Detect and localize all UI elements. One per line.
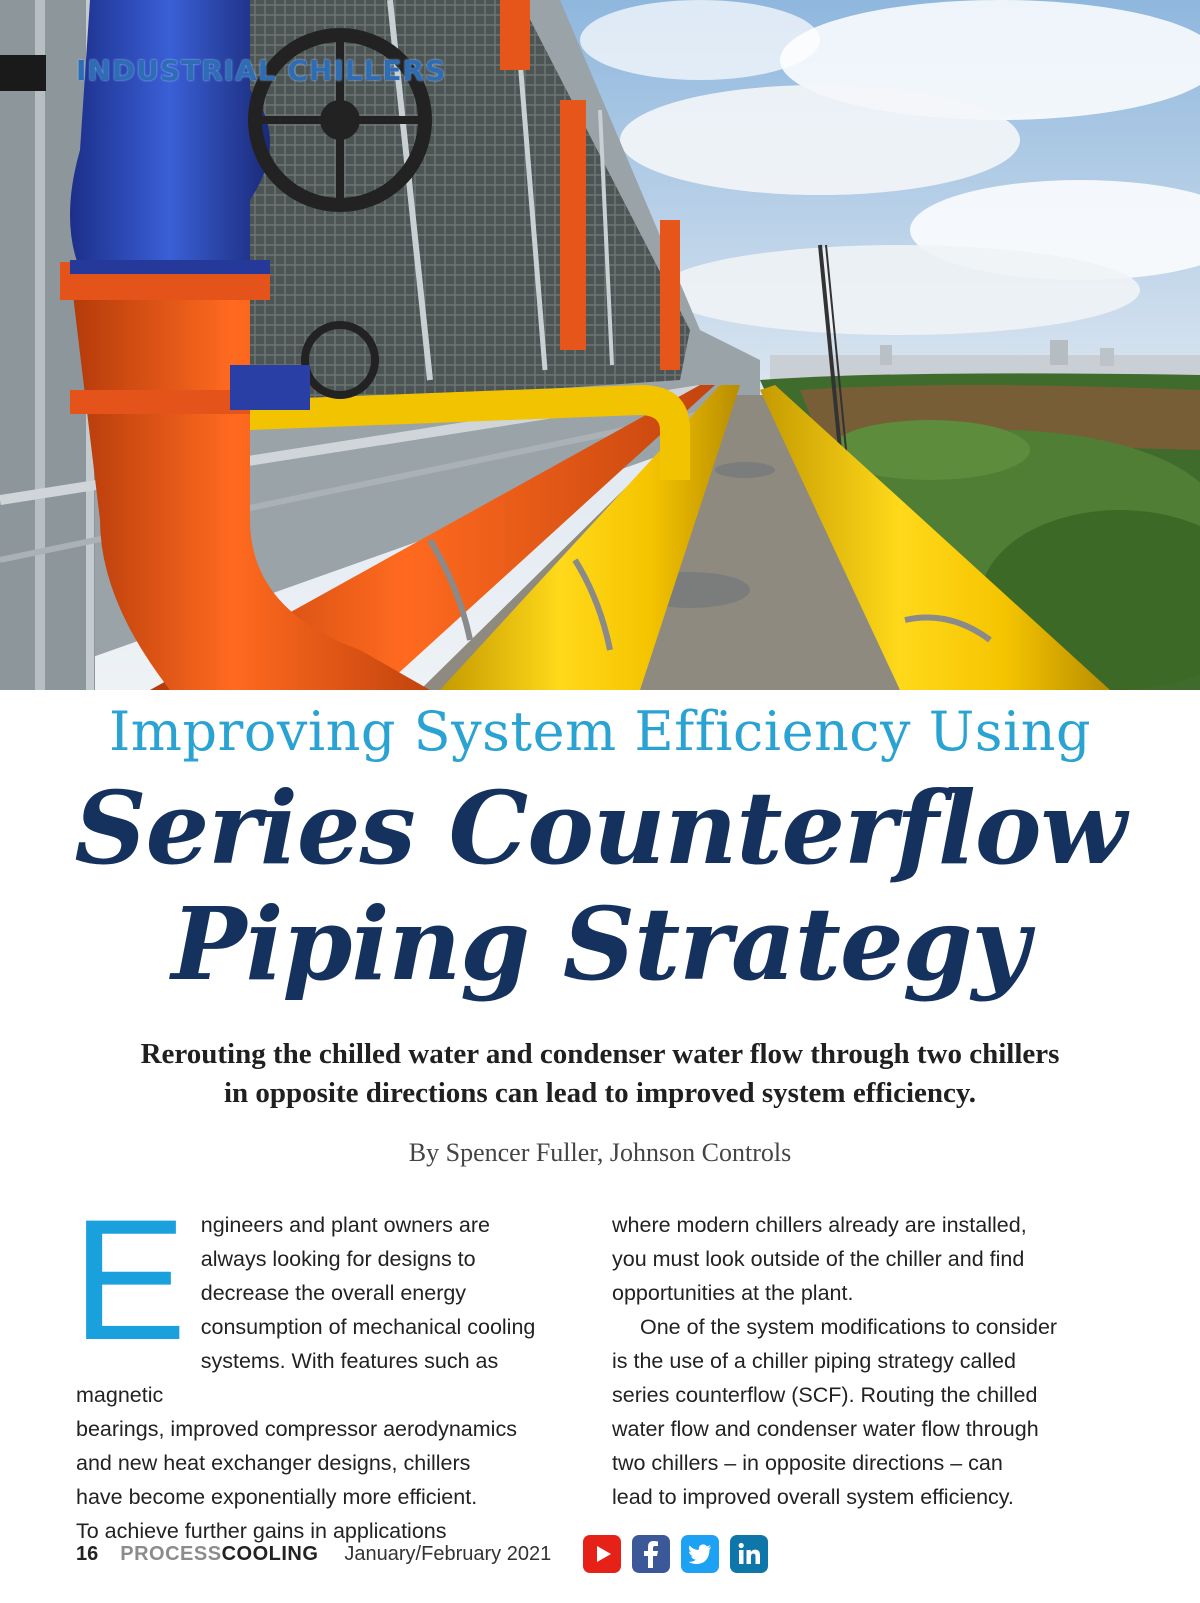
rooftop-pipes-illustration [0,0,1200,690]
hero-photo [0,0,1200,690]
linkedin-icon[interactable] [730,1535,768,1573]
byline: By Spencer Fuller, Johnson Controls [408,1138,792,1167]
body-column-2 [612,1208,1124,1514]
body-line: ngineers and plant owners are [200,1213,490,1237]
body-line: where modern chillers already are installed, [612,1213,1027,1237]
body-column-1 [72,1184,588,1548]
issue-date: January/February 2021 [344,1542,552,1565]
section-label: INDUSTRIAL CHILLERS [76,54,447,87]
deck-subtitle [40,1035,1160,1113]
body-line: bearings, improved compressor aerodynamics [76,1417,517,1441]
body-line: series counterflow (SCF). Routing the chilled [612,1383,1038,1407]
magazine-name-part-1: PROCESS [120,1542,222,1565]
drop-cap: E [72,1184,187,1376]
youtube-icon[interactable] [583,1535,621,1573]
page-number: 16 [76,1542,99,1565]
deck-line-2: in opposite directions can lead to improved system efficiency. [223,1077,977,1109]
body-line: have become exponentially more efficient. [76,1485,478,1509]
body-line: is the use of a chiller piping strategy called [612,1349,1016,1373]
body-line: decrease the overall energy [200,1281,467,1305]
section-tab-marker [0,55,46,91]
headline-kicker: Improving System Efficiency Using [108,700,1092,763]
body-line: you must look outside of the chiller and find [612,1247,1025,1271]
facebook-icon[interactable] [632,1535,670,1573]
page-footer [76,1532,768,1576]
headline-line-2: Piping Strategy [171,885,1029,1003]
deck-line-1: Rerouting the chilled water and condenser water flow through two chillers [140,1038,1060,1070]
body-line: systems. With features such as magnetic [76,1349,499,1407]
body-line: One of the system modifications to consider [640,1315,1058,1339]
body-line: always looking for designs to [200,1247,476,1271]
body-line: two chillers – in opposite directions – can [612,1451,1003,1475]
body-line: To achieve further gains in applications [76,1519,447,1543]
body-line: and new heat exchanger designs, chillers [76,1451,471,1475]
twitter-icon[interactable] [681,1535,719,1573]
body-line: water flow and condenser water flow through [612,1417,1039,1441]
headline [0,770,1200,1002]
magazine-name-part-2: COOLING [221,1542,319,1565]
body-line: opportunities at the plant. [612,1281,854,1305]
headline-line-1: Series Counterflow [74,769,1126,887]
social-links [583,1535,768,1573]
body-line: lead to improved overall system efficiency. [612,1485,1014,1509]
body-line: consumption of mechanical cooling [200,1315,536,1339]
